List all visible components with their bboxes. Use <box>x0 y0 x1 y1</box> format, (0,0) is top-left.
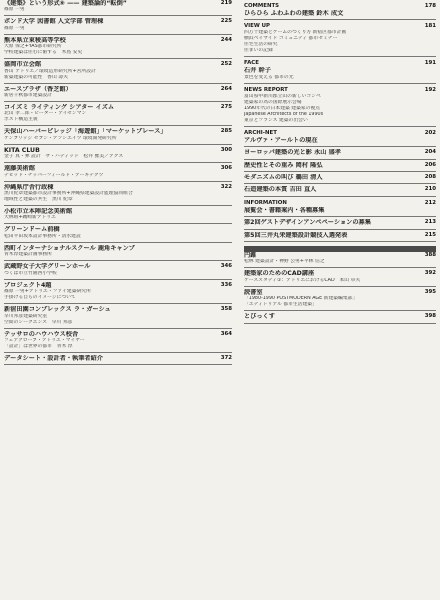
entry-subtitle: 松林 建築設計・神野 公男+平林 信之 <box>244 259 325 265</box>
entry-subtitle: 篠原 一男+アトリエ・ファイ建築研究所 <box>4 289 91 295</box>
entry-title: 円錐 <box>244 252 257 260</box>
page-number: 206 <box>424 161 436 168</box>
toc-entry-right <box>244 87 436 127</box>
entry-title: モダニズムの叫び 鵜田 清人 <box>244 174 323 182</box>
divider <box>4 364 232 365</box>
page-number: 264 <box>220 85 232 92</box>
page-number: 336 <box>220 281 232 288</box>
entry-subtitle: つくば市立竹園西小学校 <box>4 270 57 276</box>
entry-subtitle: 景色を変える 都市の光 <box>244 74 294 80</box>
toc-entry-left <box>4 226 232 242</box>
divider <box>4 125 232 126</box>
divider <box>4 352 232 353</box>
divider <box>4 15 232 16</box>
page-number: 212 <box>424 199 436 206</box>
entry-title: アルヴァ・アールトの現在 <box>244 136 318 144</box>
section-heading: INFORMATION <box>244 199 287 206</box>
entry-title: 熊本県立東稜高等学校 <box>4 36 66 44</box>
entry-subtitle: 松田平田坂本設計事務所・清水建設 <box>4 233 81 239</box>
page-number: 300 <box>220 146 232 153</box>
toc-entry-right-tail <box>244 289 436 311</box>
page-number: 210 <box>424 186 436 193</box>
page-number: 398 <box>424 313 436 320</box>
toc-entry-right <box>244 162 436 172</box>
toc-entry-left <box>4 208 232 224</box>
divider <box>244 229 436 230</box>
entry-subtitle: 新居千秋都市建築設計 <box>4 93 52 99</box>
toc-entry-left <box>4 147 232 163</box>
toc-entry-right <box>244 130 436 147</box>
toc-entry-left <box>4 184 232 206</box>
section-heading: ARCHI-NET <box>244 129 277 136</box>
divider <box>4 83 232 84</box>
page-number: 178 <box>424 3 436 9</box>
page-number: 358 <box>220 306 232 313</box>
divider <box>244 146 436 147</box>
toc-entry-left <box>4 104 232 126</box>
toc-entry-right <box>244 60 436 83</box>
entry-subtitle: デビッド・チッパーフィールド・アーキテクツ <box>4 172 104 178</box>
entry-subtitle: 空間のシークエンス 早川 邦彦 <box>4 319 73 325</box>
divider <box>4 181 232 182</box>
entry-title: 歴史性とその重み 岡村 隆弘 <box>244 161 323 169</box>
page-number: 219 <box>220 0 232 6</box>
page-number: 202 <box>424 129 436 136</box>
entry-title: 西町インターナショナルスクール 鹿角キャンプ <box>4 244 135 252</box>
entry-title: エースプラザ（香芝館） <box>4 85 72 93</box>
section-heading: FACE <box>244 60 259 67</box>
page-number: 191 <box>424 60 436 67</box>
divider <box>244 126 436 127</box>
entry-subtitle: 新築建築の可能性 香山 壽夫 <box>4 74 68 80</box>
toc-entry-right-tail <box>244 270 436 286</box>
toc-entry-right-tail <box>244 252 436 268</box>
entry-subtitle: 香山 アトリエ／環境造形研究所+宮所設計 <box>4 68 96 74</box>
divider <box>4 101 232 102</box>
page-number: 208 <box>424 174 436 181</box>
entry-title: 沖縄県庁舎行政棟 <box>4 183 54 191</box>
entry-subtitle: 地域性と建築の共生 黒川 紀章 <box>4 197 73 203</box>
entry-subtitle: 建築家の為の国際展示会場 <box>244 99 302 105</box>
entry-subtitle: 手掛ける自らのイメージについて <box>4 295 76 301</box>
toc-entry-left <box>4 263 232 279</box>
entry-subtitle: ケンブリッジ セブン・アソシエイツ 環境開発研究所 <box>4 135 117 141</box>
divider <box>244 310 436 311</box>
toc-entry-right <box>244 232 436 242</box>
toc-entry-right <box>244 149 436 159</box>
divider <box>4 242 232 243</box>
entry-subtitle: 篠原 一男 <box>4 7 25 13</box>
entry-title: とびっくす <box>244 313 275 321</box>
entry-title: 天保山ハーバービレッジ「海遊館」「マーケットプレース」 <box>4 128 167 136</box>
toc-entry-left <box>4 165 232 181</box>
entry-subtitle: 東京とフランス 建築の出会い <box>244 117 308 123</box>
page-number: 346 <box>220 263 232 270</box>
toc-entry-right <box>244 3 436 20</box>
page-number: 285 <box>220 128 232 135</box>
entry-subtitle: 早川邦彦建築研究室 <box>4 313 48 319</box>
entry-title: テッサロのハウハウス校舎 <box>4 330 79 338</box>
right-column <box>244 0 436 326</box>
divider <box>244 83 436 84</box>
page-number: 192 <box>424 86 436 93</box>
page-number: 215 <box>424 231 436 238</box>
toc-entry-left <box>4 355 232 365</box>
divider <box>244 183 436 184</box>
divider <box>244 171 436 172</box>
divider <box>4 144 232 145</box>
page-number: 306 <box>220 165 232 172</box>
entry-title: 盛岡市立会館 <box>4 61 42 69</box>
toc-entry-left <box>4 128 232 144</box>
entry-title: 新宿田園コンプレックス ラ・ガーシュ <box>4 306 111 314</box>
entry-subtitle: 金子 真・弾 設計 ザ・ハディッド 松井 雅美／アクス <box>4 154 124 160</box>
toc-entry-left <box>4 37 232 59</box>
entry-title: ひらひら ふわふわの建築 鈴木 成文 <box>244 10 344 17</box>
entry-title: 第5回三井丸栄建築設計競技入選発表 <box>244 231 348 239</box>
toc-entry-left <box>4 18 232 34</box>
divider <box>4 205 232 206</box>
entry-title: 読書室 <box>244 288 263 296</box>
page-number: 225 <box>220 18 232 25</box>
divider <box>244 19 436 20</box>
entry-subtitle: 篠原 一男 <box>4 25 25 31</box>
page-number: 252 <box>220 61 232 68</box>
toc-entry-right <box>244 219 436 229</box>
divider <box>244 159 436 160</box>
entry-subtitle: 住宅生活の研究 <box>244 42 278 48</box>
toc-entry-left <box>4 0 232 16</box>
entry-subtitle: 大林組+磯崎新アトリエ <box>4 215 56 221</box>
entry-title: 遠藤美術館 <box>4 165 35 173</box>
divider <box>244 216 436 217</box>
entry-subtitle: 「エディトリアル 都市生活建築」 <box>244 302 317 308</box>
divider <box>244 323 436 324</box>
entry-title: 武蔵野女子大学グリーンホール <box>4 263 91 271</box>
entry-subtitle: ポスト構造主義 <box>4 117 38 123</box>
entry-subtitle: 1990年代の日本建築 建築家の視点 <box>244 105 321 111</box>
entry-title: 建築家のためのCAD講座 <box>244 270 315 278</box>
toc-entry-left <box>4 331 232 353</box>
page-number: 372 <box>220 354 232 361</box>
entry-title: 第2回ゲストデザインアンペペーションの募集 <box>244 219 371 227</box>
entry-title: 展覧会・書籍案内・各種募集 <box>244 206 325 214</box>
entry-subtitle: 大原 保之+YAS都市研究所 <box>4 44 62 50</box>
section-heading: NEWS REPORT <box>244 86 288 93</box>
page-number: 204 <box>424 149 436 156</box>
entry-title: データシート・設計者・執筆者紹介 <box>4 354 103 362</box>
page-number: 322 <box>220 183 232 190</box>
entry-title: 《建築》という形式⑨ —— 建築論的“転倒” <box>4 0 127 7</box>
toc-entry-left <box>4 282 232 304</box>
left-column <box>4 0 232 367</box>
divider <box>4 328 232 329</box>
page-number: 213 <box>424 219 436 226</box>
entry-subtitle: 四万十建築とゲームのつくり方 新宿区都市計画 <box>244 30 347 36</box>
divider <box>4 34 232 35</box>
entry-subtitle: ケーススタディ①：アトリエにおけるCAD 本山 卓夫 <box>244 277 361 283</box>
toc-entry-left <box>4 306 232 328</box>
entry-title: ヨーロッパ建築の光と影 永山 盛孝 <box>244 149 341 157</box>
divider <box>4 162 232 163</box>
entry-subtitle: 「1980-1990 POSTMODERN AGE 新建築編集部」 <box>244 296 358 302</box>
divider <box>244 286 436 287</box>
toc-entry-left <box>4 245 232 261</box>
page-number: 181 <box>424 23 436 30</box>
entry-subtitle: 青木淳建築計画事務所 <box>4 252 52 258</box>
entry-subtitle: 北山 孝二郎・ピーター・アイゼンマン <box>4 111 87 117</box>
entry-subtitle: フェアグローブ・アトリエ・マイヤー <box>4 337 85 343</box>
page-number: 395 <box>424 288 436 295</box>
toc-entry-left <box>4 61 232 83</box>
entry-title: 石造建築の本質 吉田 直人 <box>244 186 317 194</box>
toc-entry-right <box>244 23 436 57</box>
entry-title: ポンド大学 図書館 人文学部 管理棟 <box>4 18 104 26</box>
divider <box>4 279 232 280</box>
entry-title: 小松市立本陣記念美術館 <box>4 208 73 216</box>
entry-title: プロジェクト4題 <box>4 281 52 289</box>
page-number: 392 <box>424 270 436 277</box>
entry-title: グリーンドーム前橋 <box>4 226 60 234</box>
divider <box>4 303 232 304</box>
section-heading: VIEW UP <box>244 23 271 30</box>
entry-subtitle: Japanese Architects of the 1990s <box>244 111 324 117</box>
page-number: 275 <box>220 104 232 111</box>
divider <box>244 267 436 268</box>
divider <box>4 58 232 59</box>
entry-subtitle: 黒川紀章建築都市設計事務所+沖縄県建築設計監理協同組合 <box>4 191 133 197</box>
page-number: 364 <box>220 330 232 337</box>
entry-subtitle: 「設計」は世界の都市 青木 淳 <box>4 343 73 349</box>
toc-entry-right-tail <box>244 313 436 323</box>
page-number: 388 <box>424 252 436 259</box>
toc-entry-right <box>244 200 436 217</box>
divider <box>4 260 232 261</box>
toc-entry-right <box>244 174 436 184</box>
divider <box>4 223 232 224</box>
entry-title: 石井 幹子 <box>244 67 271 75</box>
entry-subtitle: 学校建築は住むに値する 木島 安史 <box>4 50 83 56</box>
page-number: 244 <box>220 36 232 43</box>
divider <box>244 56 436 57</box>
entry-subtitle: 横浜ベイサイド コミュニティ 都市セミナー <box>244 36 338 42</box>
entry-subtitle: 住まいの記録 <box>244 48 273 54</box>
entry-subtitle: 富山県中新川郡立山の新しいコンペ <box>244 93 321 99</box>
entry-title: KITA CLUB <box>4 146 40 154</box>
toc-entry-right <box>244 186 436 196</box>
entry-title: コイズミ ライティング シアター イズム <box>4 104 115 112</box>
toc-entry-left <box>4 86 232 102</box>
divider <box>244 196 436 197</box>
section-heading: COMMENTS <box>244 3 280 9</box>
divider <box>244 241 436 242</box>
